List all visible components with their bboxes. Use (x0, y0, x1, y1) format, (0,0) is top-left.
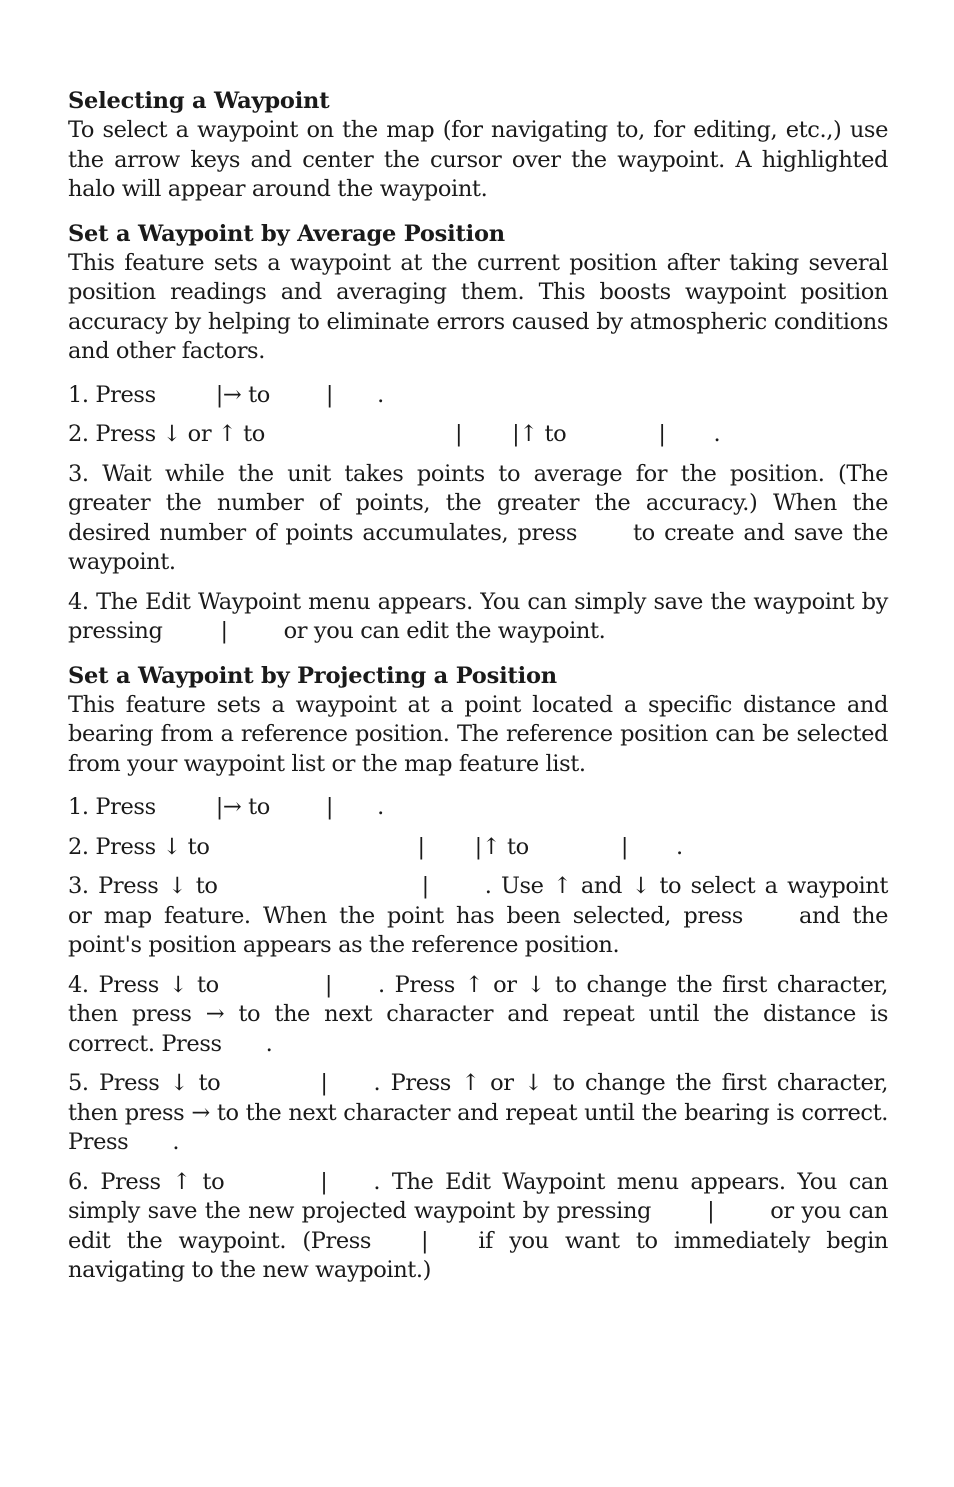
projecting-step-5 (68, 1069, 888, 1158)
step-text: or you can edit the waypoint. (Press (68, 1198, 888, 1254)
heading-projecting-position: Set a Waypoint by Projecting a Position (68, 662, 557, 689)
step-text: or you can edit the waypoint. (283, 618, 606, 644)
step-text: 6. Press ↑ to (68, 1168, 225, 1195)
step-text: | (454, 421, 463, 447)
step-text: | (325, 794, 334, 820)
step-text: . (377, 381, 384, 408)
step-text: . (172, 1129, 180, 1155)
heading-selecting-waypoint: Selecting a Waypoint (68, 88, 330, 114)
step-text: 2. Press ↓ or ↑ to (68, 421, 265, 447)
step-text: . (676, 833, 683, 860)
step-text: . (377, 794, 384, 820)
step-text: 5. Press ↓ to (68, 1070, 221, 1096)
projecting-step-2 (68, 833, 888, 863)
step-text: . (713, 421, 721, 447)
step-text: |↑ to (512, 421, 567, 447)
step-text: . Use ↑ and ↓ to select a waypoint or map feature. When the point has been selected, press (68, 873, 888, 929)
step-text: and the point's position appears as the reference position. (68, 902, 888, 958)
projecting-step-4 (68, 971, 888, 1060)
projecting-step-6 (68, 1168, 888, 1286)
step-text: |↑ to (474, 833, 529, 860)
step-text: 1. Press (68, 794, 156, 820)
selecting-body: To select a waypoint on the map (for navigating to, for editing, etc.,) use the arrow keys and center the cursor over the waypoint. A highlighted halo will appear around the waypoint. (68, 117, 888, 202)
step-text: | (421, 873, 429, 899)
step-text: to create and save the waypoint. (68, 519, 888, 575)
step-text: | (658, 421, 666, 447)
step-text: | (220, 618, 228, 644)
step-text: | (325, 381, 334, 408)
step-text: | (324, 971, 333, 998)
average-step-1 (68, 381, 888, 411)
average-step-4 (68, 588, 888, 647)
average-step-3 (68, 460, 888, 578)
step-text: | (707, 1198, 715, 1224)
step-text: 4. The Edit Waypoint menu appears. You can simply save the waypoint by pressing (68, 588, 888, 644)
step-text: 3. Press ↓ to (68, 873, 218, 899)
step-text: | (421, 1227, 429, 1254)
step-text: . (265, 1030, 273, 1057)
average-step-2 (68, 420, 888, 450)
document-page (68, 86, 888, 1286)
heading-average-position: Set a Waypoint by Average Position (68, 220, 505, 247)
step-text: if you want to immediately begin navigating to the new waypoint.) (68, 1227, 889, 1283)
projecting-step-1 (68, 793, 888, 823)
step-text: |→ to (215, 794, 270, 820)
step-text: 1. Press (68, 381, 156, 408)
step-text: . The Edit Waypoint menu appears. You can simply save the new projected waypoint by pressing (68, 1168, 889, 1224)
average-body: This feature sets a waypoint at the current position after taking several position readings and averaging them. This boosts waypoint position accuracy by helping to eliminate errors caused by atmospheric conditions and other factors. (68, 249, 888, 364)
step-text: . Press ↑ or ↓ to change the first character, then press → to the next character and repeat until the bearing is correct. Press (68, 1070, 888, 1155)
step-text: . Press ↑ or ↓ to change the first character, then press → to the next character and repeat until the distance is correct. Press (68, 971, 888, 1057)
step-text: |→ to (215, 381, 270, 408)
step-text: | (620, 833, 629, 860)
step-text: 3. Wait while the unit takes points to average for the position. (The greater the number of points, the greater the accuracy.) When the desired number of points accumulates, press (68, 460, 888, 546)
projecting-step-3 (68, 872, 888, 961)
step-text: 2. Press ↓ to (68, 833, 210, 860)
step-text: | (417, 833, 425, 860)
step-text: | (320, 1168, 328, 1195)
step-text: 4. Press ↓ to (68, 971, 219, 998)
step-text: | (320, 1070, 328, 1096)
projecting-body: This feature sets a waypoint at a point located a specific distance and bearing from a reference position. The reference position can be selected from your waypoint list or the map feature list. (68, 691, 888, 777)
